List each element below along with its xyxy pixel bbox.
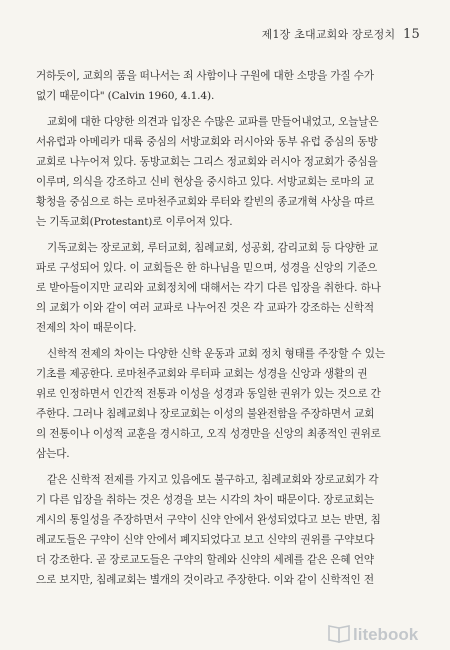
text-line: 로 받아들이지만 교리와 교회정치에 대해서는 각기 다른 입장을 취한다. 하나: [36, 282, 381, 294]
text-line: 삼는다.: [36, 448, 70, 460]
watermark-text: litebook: [353, 625, 419, 644]
text-line: 례교도들은 구약이 신약 안에서 폐지되었다고 보고 신약의 권위를 구약보다: [36, 534, 375, 546]
text-line: 더 강조한다. 곧 장로교도들은 구약의 할례와 신약의 세례를 같은 은혜 언약: [36, 554, 374, 566]
text-line: 황청을 중심으로 하는 로마천주교회와 루터와 칼빈의 종교개혁 사상을 따르: [36, 196, 375, 208]
book-icon: [329, 626, 349, 642]
text-line: 주한다. 그러나 침례교회나 장로교회는 이성의 불완전함을 주장하면서 교회: [36, 408, 375, 420]
text-line: 거하듯이, 교회의 품을 떠나서는 죄 사함이나 구원에 대한 소망을 가질 수가: [36, 70, 374, 82]
body-text: [36, 66, 420, 596]
text-line: 으로 보지만, 침례교회는 별개의 것이라고 주장한다. 이와 같이 신학적인 전: [36, 574, 374, 586]
text-line: 위로 인정하면서 인간적 전통과 이성을 성경과 동일한 권위가 있는 것으로 간: [36, 388, 381, 400]
paragraph-4: [36, 344, 420, 464]
text-line: 같은 신학적 전제를 가지고 있음에도 불구하고, 침례교회와 장로교회가 각: [47, 474, 379, 486]
text-line: 기초를 제공한다. 로마천주교회와 루터파 교회는 성경을 신앙과 생활의 권: [36, 368, 368, 380]
page-number: 15: [403, 27, 420, 42]
text-line: 기 다른 입장을 취하는 것은 성경을 보는 시각의 차이 때문이다. 장로교회는: [36, 494, 374, 506]
text-line: 교회에 대한 다양한 의견과 입장은 수많은 교파를 만들어내었고, 오늘날은: [47, 116, 379, 128]
text-line: 계시의 통일성을 주장하면서 구약이 신약 안에서 완성되었다고 보는 반면, 침: [36, 514, 381, 526]
chapter-title: 제1장 초대교회와 장로정치: [261, 28, 396, 41]
text-line: 파로 구성되어 있다. 이 교회들은 한 하나님을 믿으며, 성경을 신앙의 기준으: [36, 262, 378, 274]
text-line: 전제의 차이 때문이다.: [36, 322, 137, 334]
text-line: 이루며, 의식을 강조하고 신비 현상을 중시하고 있다. 서방교회는 로마의 교: [36, 176, 374, 188]
text-line: 서유럽과 아메리카 대륙 중심의 서방교회와 러시아와 동부 유럽 중심의 동방: [36, 136, 378, 148]
text-line: 의 교회가 이와 같이 여러 교파로 나누어진 것은 각 교파가 강조하는 신학적: [36, 302, 374, 314]
text-line: 는 기독교회(Protestant)로 이루어져 있다.: [36, 216, 233, 228]
paragraph-3: [36, 238, 420, 338]
paragraph-2: [36, 112, 420, 232]
running-header: [262, 26, 420, 42]
text-line: 의 전통이나 이성적 교훈을 경시하고, 오직 성경만을 신앙의 최종적인 권위로: [36, 428, 381, 440]
text-line: 없기 때문이다" (Calvin 1960, 4.1.4).: [36, 90, 215, 102]
litebook-watermark: [326, 620, 444, 646]
text-line: 교회로 나누어져 있다. 동방교회는 그리스 정교회와 러시아 정교회가 중심을: [36, 156, 378, 168]
paragraph-5: [36, 470, 420, 590]
text-line: 기독교회는 장로교회, 루터교회, 침례교회, 성공회, 감리교회 등 다양한 교: [47, 242, 379, 254]
paragraph-1: [36, 66, 420, 106]
text-line: 신학적 전제의 차이는 다양한 신학 운동과 교회 정치 형태를 주장할 수 있는: [47, 348, 385, 360]
